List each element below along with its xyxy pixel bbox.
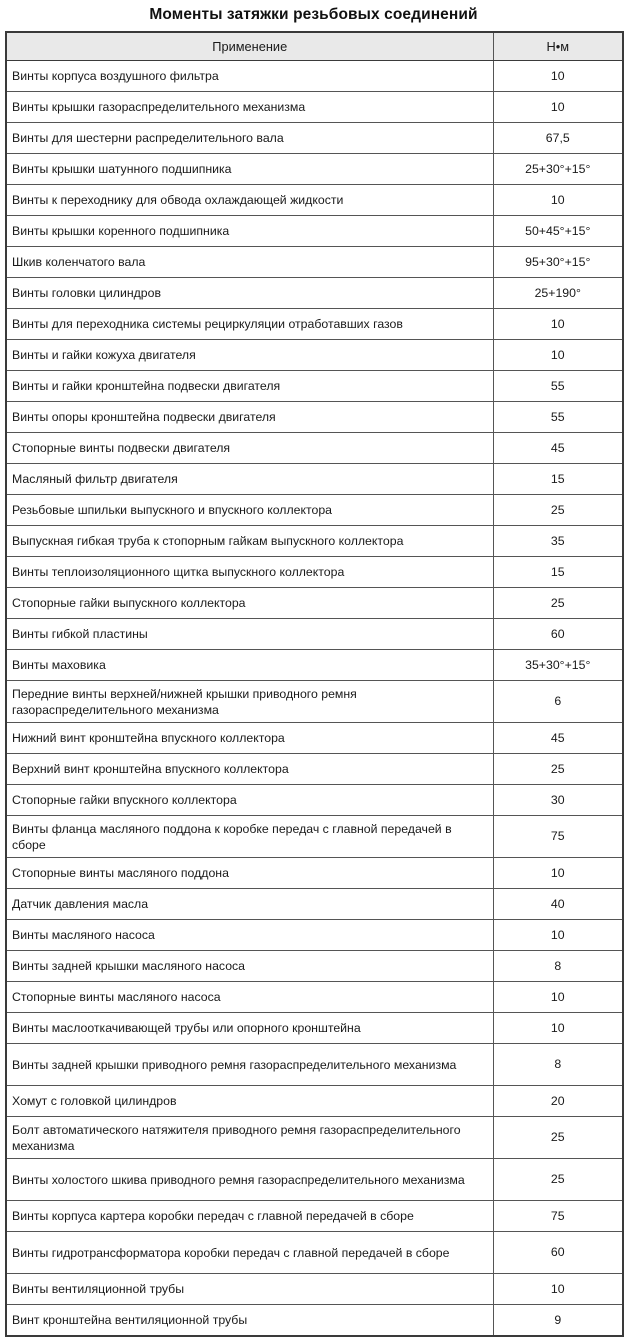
cell-torque-value: 25: [493, 588, 623, 619]
cell-torque-value: 10: [493, 92, 623, 123]
cell-application: Шкив коленчатого вала: [6, 247, 493, 278]
cell-torque-value: 10: [493, 982, 623, 1013]
cell-torque-value: 25+190°: [493, 278, 623, 309]
cell-torque-value: 75: [493, 1201, 623, 1232]
table-row: [6, 982, 623, 1013]
table-row: [6, 495, 623, 526]
table-row: [6, 723, 623, 754]
cell-torque-value: 10: [493, 185, 623, 216]
cell-torque-value: 75: [493, 816, 623, 858]
table-row: [6, 278, 623, 309]
cell-application: Винты корпуса картера коробки передач с главной передачей в сборе: [6, 1201, 493, 1232]
table-row: [6, 1159, 623, 1201]
cell-torque-value: 10: [493, 1013, 623, 1044]
table-row: [6, 951, 623, 982]
cell-torque-value: 45: [493, 433, 623, 464]
table-row: [6, 920, 623, 951]
cell-application: Винты гидротрансформатора коробки передач с главной передачей в сборе: [6, 1232, 493, 1274]
cell-application: Верхний винт кронштейна впускного коллектора: [6, 754, 493, 785]
cell-torque-value: 8: [493, 951, 623, 982]
cell-torque-value: 10: [493, 1274, 623, 1305]
table-row: [6, 1117, 623, 1159]
column-header-application: Применение: [6, 32, 493, 61]
cell-application: Винты задней крышки масляного насоса: [6, 951, 493, 982]
cell-application: Винты вентиляционной трубы: [6, 1274, 493, 1305]
cell-application: Винты масляного насоса: [6, 920, 493, 951]
cell-application: Датчик давления масла: [6, 889, 493, 920]
column-header-torque-unit: Н•м: [493, 32, 623, 61]
cell-torque-value: 10: [493, 61, 623, 92]
cell-torque-value: 25+30°+15°: [493, 154, 623, 185]
cell-torque-value: 35+30°+15°: [493, 650, 623, 681]
cell-application: Стопорные винты подвески двигателя: [6, 433, 493, 464]
cell-application: Хомут с головкой цилиндров: [6, 1086, 493, 1117]
cell-application: Винты маслооткачивающей трубы или опорного кронштейна: [6, 1013, 493, 1044]
cell-torque-value: 8: [493, 1044, 623, 1086]
table-row: [6, 858, 623, 889]
cell-torque-value: 55: [493, 371, 623, 402]
cell-torque-value: 67,5: [493, 123, 623, 154]
table-row: [6, 1232, 623, 1274]
table-row: [6, 247, 623, 278]
table-row: [6, 433, 623, 464]
cell-application: Винты и гайки кронштейна подвески двигателя: [6, 371, 493, 402]
cell-torque-value: 10: [493, 920, 623, 951]
cell-application: Винты для шестерни распределительного вала: [6, 123, 493, 154]
table-row: [6, 1013, 623, 1044]
table-row: [6, 340, 623, 371]
cell-application: Винты к переходнику для обвода охлаждающей жидкости: [6, 185, 493, 216]
cell-application: Стопорные винты масляного насоса: [6, 982, 493, 1013]
table-row: [6, 1305, 623, 1337]
table-row: [6, 309, 623, 340]
cell-torque-value: 25: [493, 1159, 623, 1201]
cell-application: Винты для переходника системы рециркуляции отработавших газов: [6, 309, 493, 340]
table-row: [6, 464, 623, 495]
cell-application: Винты и гайки кожуха двигателя: [6, 340, 493, 371]
cell-application: Болт автоматического натяжителя приводного ремня газораспределительного механизма: [6, 1117, 493, 1159]
cell-torque-value: 20: [493, 1086, 623, 1117]
cell-torque-value: 25: [493, 1117, 623, 1159]
table-row: [6, 889, 623, 920]
table-body: [6, 61, 623, 1337]
cell-torque-value: 25: [493, 495, 623, 526]
table-row: [6, 619, 623, 650]
table-row: [6, 650, 623, 681]
table-row: [6, 1274, 623, 1305]
cell-torque-value: 15: [493, 464, 623, 495]
cell-application: Нижний винт кронштейна впускного коллектора: [6, 723, 493, 754]
table-header-row: [6, 32, 623, 61]
cell-application: Винты крышки газораспределительного механизма: [6, 92, 493, 123]
cell-application: Винт кронштейна вентиляционной трубы: [6, 1305, 493, 1337]
table-row: [6, 526, 623, 557]
cell-application: Масляный фильтр двигателя: [6, 464, 493, 495]
cell-torque-value: 15: [493, 557, 623, 588]
cell-application: Резьбовые шпильки выпускного и впускного коллектора: [6, 495, 493, 526]
cell-application: Винты опоры кронштейна подвески двигателя: [6, 402, 493, 433]
table-row: [6, 216, 623, 247]
table-row: [6, 1086, 623, 1117]
cell-torque-value: 40: [493, 889, 623, 920]
cell-torque-value: 25: [493, 754, 623, 785]
cell-application: Стопорные гайки выпускного коллектора: [6, 588, 493, 619]
table-row: [6, 371, 623, 402]
cell-application: Винты головки цилиндров: [6, 278, 493, 309]
table-row: [6, 1201, 623, 1232]
table-header: [6, 32, 623, 61]
table-row: [6, 92, 623, 123]
cell-application: Винты теплоизоляционного щитка выпускного коллектора: [6, 557, 493, 588]
cell-application: Передние винты верхней/нижней крышки приводного ремня газораспределительного механизма: [6, 681, 493, 723]
cell-application: Винты крышки шатунного подшипника: [6, 154, 493, 185]
table-row: [6, 681, 623, 723]
cell-application: Винты корпуса воздушного фильтра: [6, 61, 493, 92]
cell-application: Винты маховика: [6, 650, 493, 681]
table-row: [6, 816, 623, 858]
table-row: [6, 557, 623, 588]
table-row: [6, 588, 623, 619]
cell-torque-value: 50+45°+15°: [493, 216, 623, 247]
cell-torque-value: 35: [493, 526, 623, 557]
cell-torque-value: 6: [493, 681, 623, 723]
table-row: [6, 785, 623, 816]
cell-torque-value: 55: [493, 402, 623, 433]
torque-specifications-table: [5, 31, 624, 1337]
cell-application: Винты холостого шкива приводного ремня газораспределительного механизма: [6, 1159, 493, 1201]
cell-application: Стопорные гайки впускного коллектора: [6, 785, 493, 816]
cell-torque-value: 10: [493, 340, 623, 371]
cell-torque-value: 9: [493, 1305, 623, 1337]
table-row: [6, 154, 623, 185]
cell-application: Выпускная гибкая труба к стопорным гайкам выпускного коллектора: [6, 526, 493, 557]
cell-application: Стопорные винты масляного поддона: [6, 858, 493, 889]
cell-torque-value: 10: [493, 309, 623, 340]
cell-torque-value: 95+30°+15°: [493, 247, 623, 278]
cell-torque-value: 30: [493, 785, 623, 816]
cell-application: Винты задней крышки приводного ремня газораспределительного механизма: [6, 1044, 493, 1086]
cell-application: Винты гибкой пластины: [6, 619, 493, 650]
table-row: [6, 185, 623, 216]
cell-application: Винты фланца масляного поддона к коробке передач с главной передачей в сборе: [6, 816, 493, 858]
cell-application: Винты крышки коренного подшипника: [6, 216, 493, 247]
cell-torque-value: 60: [493, 1232, 623, 1274]
page-title: Моменты затяжки резьбовых соединений: [149, 6, 478, 23]
cell-torque-value: 45: [493, 723, 623, 754]
table-row: [6, 61, 623, 92]
table-container: [0, 31, 627, 1337]
table-row: [6, 402, 623, 433]
cell-torque-value: 10: [493, 858, 623, 889]
table-row: [6, 754, 623, 785]
table-row: [6, 123, 623, 154]
table-row: [6, 1044, 623, 1086]
cell-torque-value: 60: [493, 619, 623, 650]
